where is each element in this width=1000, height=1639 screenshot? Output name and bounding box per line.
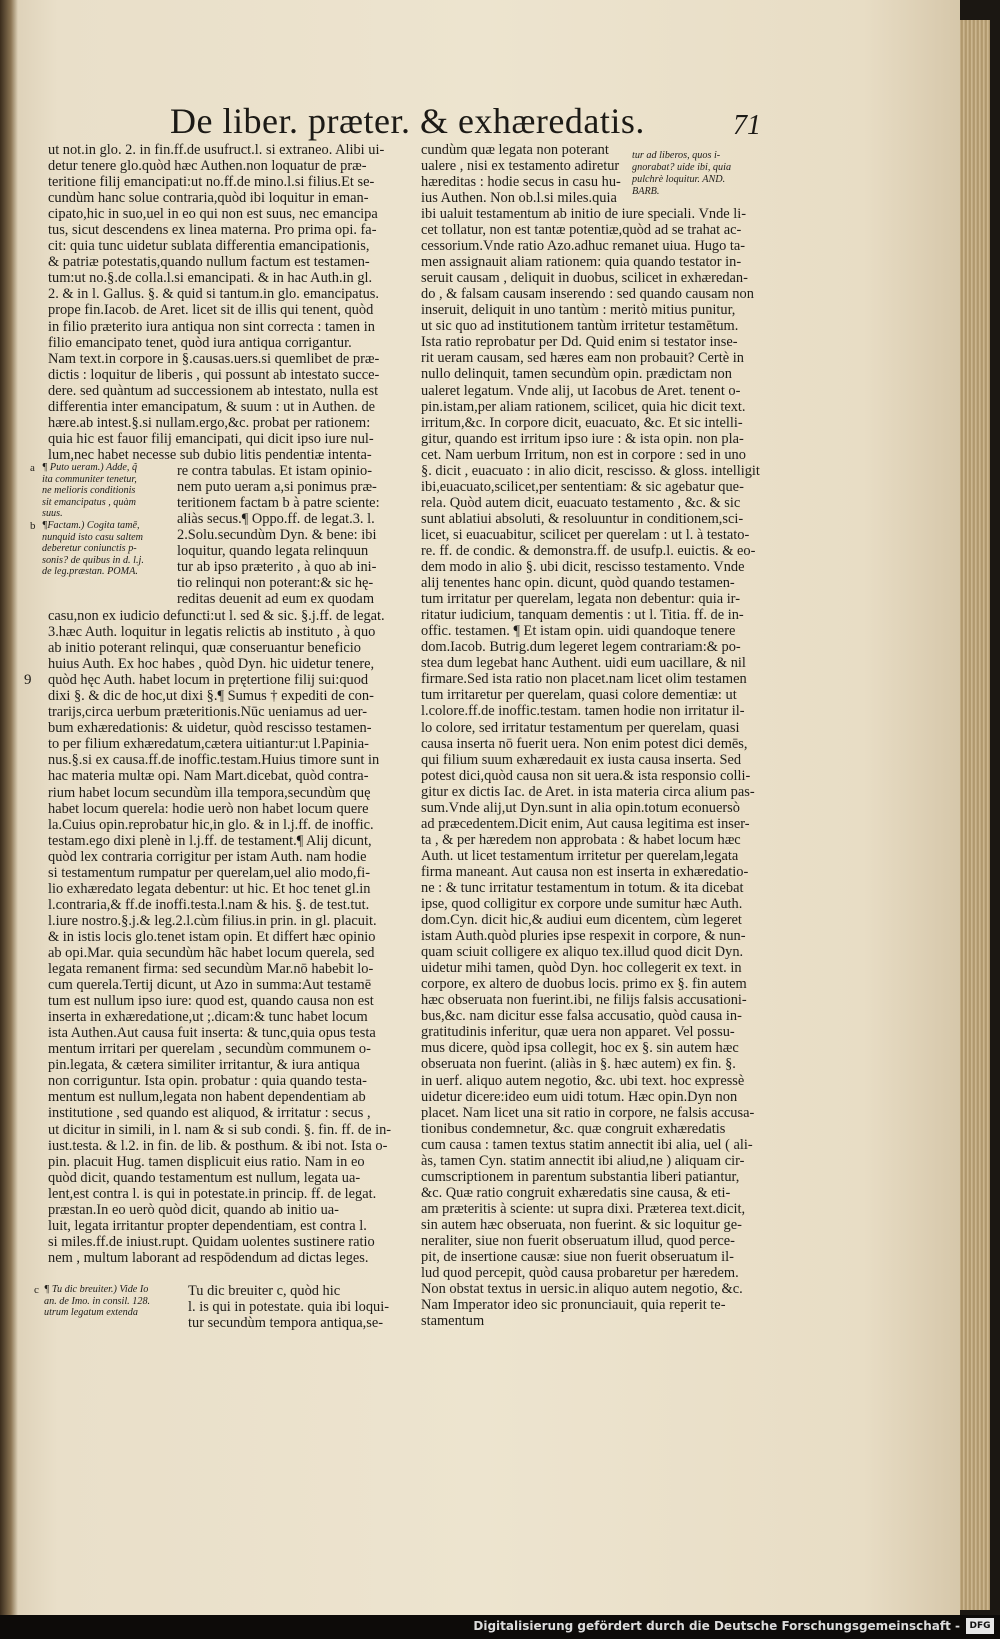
text-line: uidetur dicere:ideo eum uidi totum. Hæc opin.Dyn non (421, 1088, 738, 1105)
text-line: corpore, ex altero de duobus locis. primo ex §. fin autem (421, 976, 747, 993)
left-column-bottom (48, 608, 391, 1266)
note-mark-c: c (34, 1284, 39, 1296)
text-line: casu,non ex iudicio defuncti:ut l. sed & sic. §.j.ff. de legat. (48, 608, 385, 624)
gutter-shadow (0, 0, 18, 1615)
text-line: tum est nullum ipso iure: quod est, quando causa non est (48, 993, 374, 1010)
right-column (421, 206, 760, 1329)
text-line: tum irritatur per querelam, legata non debentur: quia ir- (421, 591, 740, 608)
text-line: reditas deuenit ad eum ex quodam (177, 591, 375, 608)
text-line: re. ff. de condic. & demonstra.ff. de usufp.l. euictis. & eo- (421, 542, 756, 559)
text-line: hæreditas : hodie secus in casu hu- (421, 174, 621, 191)
text-line: tur secundùm tempora antiqua,se- (188, 1315, 384, 1332)
text-line: testam.ego dixi plenè in l.j.ff. de testament.¶ Alij dicunt, (48, 832, 372, 849)
text-line: gitur, quando est irritum ipso iure : & ista opin. non pla- (421, 430, 744, 447)
text-line: causa inserta nō fuerit uera. Non enim potest dici demēs, (421, 735, 748, 752)
text-line: quòd lex contraria corrigitur per istam Auth. nam hodie (48, 848, 367, 865)
text-line: quòd hęc Auth. habet locum in prętertione filij sui:quod (48, 672, 369, 689)
text-line: §. dicit , euacuato : in alio dicit, rescisso. & gloss. intelligit (421, 462, 760, 479)
note-mark-a: a (30, 462, 35, 474)
note-line: BARB. (632, 186, 660, 197)
text-line: luit, legata irritantur propter dependentiam, est contra l. (48, 1217, 367, 1234)
text-line: cit: quia tunc uidetur sublata differentia emancipationis, (48, 238, 370, 255)
text-line: nem puto ueram a,si ponimus præ- (177, 479, 377, 496)
text-line: bum exhæredationis: & uidetur, quòd rescisso testamen- (48, 720, 372, 737)
note-line: ita communiter tenetur, (42, 473, 137, 485)
text-line: la.Cuius opin.reprobatur hic,in glo. & in l.j.ff. de inoffic. (48, 816, 374, 833)
text-line: ipse, quod colligitur ex corpore unde sumitur hæc Auth. (421, 896, 743, 913)
text-line: lud quod percepit, quòd causa probaretur per hæredem. (421, 1265, 739, 1282)
text-line: sum.Vnde alij,ut Dyn.sunt in alia opin.totum econuersò (421, 799, 740, 816)
text-line: iust.testa. & l.2. in fin. de lib. & posthum. & ibi not. Ista o- (48, 1137, 388, 1154)
text-line: ibi,euacuato,scilicet,per sententiam: & sic agebatur que- (421, 478, 744, 495)
text-line: ne : & tunc irritatur testamentum in totum. & ita dicebat (421, 879, 744, 896)
text-line: si testamentum rumpatur per querelam,uel alio modo,fi- (48, 864, 371, 881)
text-line: gratitudinis inferitur, quæ uera non apparet. Vel possu- (421, 1024, 735, 1041)
text-line: ualeret legatum. Vnde alij, ut Iacobus de Aret. tenent o- (421, 382, 741, 399)
note-line: sit emancipatus , quàm (42, 496, 136, 508)
text-line: licet, si euacuabitur, scilicet per querelam : ut l. à testato- (421, 526, 750, 543)
text-line: tur ab ipso præterito , à quo ab ini- (177, 559, 377, 576)
marginal-note-right (632, 150, 731, 198)
text-line: & patriæ potestatis,quando nullum factum est testamen- (48, 254, 370, 271)
text-line: & in istis locis glo.tenet istam opin. Et differt hæc opinio (48, 928, 376, 945)
text-line: tio relinqui non poterant:& sic hę- (177, 575, 374, 592)
text-line: 2. & in l. Gallus. §. & quid si tantum.in glo. emancipatus. (48, 286, 379, 303)
text-line: firmare.Sed ista ratio non placet.nam licet olim testamen (421, 671, 747, 688)
text-line: cundùm hanc solue contraria,quòd ibi loquitur in eman- (48, 190, 369, 207)
page-edges (960, 20, 990, 1610)
text-line: teritione filij emancipati:ut no.ff.de mino.l.si filius.Et se- (48, 174, 375, 191)
text-line: pit, de insertione causæ: siue non fuerit obseruatum il- (421, 1249, 734, 1266)
text-line: ius Authen. Non ob.l.si miles.quia (421, 190, 617, 207)
note-line: ¶ Tu dic breuiter.) Vide Io (44, 1284, 149, 1295)
text-line: rit ueram causam, sed hæres eam non probauit? Certè in (421, 350, 744, 367)
text-line: si miles.ff.de iniust.rupt. Quidam uolentes sustinere ratio (48, 1233, 375, 1250)
text-line: in filio præterito iura antiqua non sint correcta : tamen in (48, 318, 375, 335)
text-line: rela. Quòd autem dicit, euacuato testamento , &c. & sic (421, 494, 741, 511)
text-line: cum querela.Tertij dicunt, ut Azo in summa:Aut testamē (48, 977, 372, 994)
text-line: obseruata non fuerint. (aliàs in §. hæc autem) ex fin. §. (421, 1056, 736, 1073)
text-line: dictis : loquitur de liberis , qui possunt ab intestato succe- (48, 366, 380, 383)
text-line: sin autem hæc obseruata, non fuerint. & sic loquitur ge- (421, 1216, 742, 1233)
text-line: to per filium exhæredatum,cætera uitiantur:ut l.Papinia- (48, 736, 369, 753)
note-line: ne melioris conditionis (42, 485, 136, 497)
text-line: prope fin.Iacob. de Aret. licet sit de illis qui tenent, quòd (48, 302, 374, 319)
left-column-top (48, 142, 384, 463)
left-inset-bottom-text (188, 1283, 389, 1331)
text-line: firma maneant. Aut causa non est inserta in exhæredatio- (421, 863, 749, 880)
text-line: irritum,&c. In corpore dicit, euacuato, &c. Et sic intelli- (421, 414, 743, 431)
note-line: nunquid isto casu saltem (42, 531, 144, 543)
page-number: 71 (733, 110, 761, 141)
running-header: De liber. præter. & exhæredatis. (170, 101, 645, 141)
note-line: ¶ Puto ueram.) Adde, q̃ (42, 462, 138, 473)
text-line: dem modo in alio §. ubi dicit, rescisso testamento. Vnde (421, 559, 745, 576)
text-line: offic. testamen. ¶ Et istam opin. uidi quandoque tenere (421, 623, 736, 640)
text-line: seruit causam , deliquit in duobus, scilicet in exhæredan- (421, 270, 748, 287)
text-line: gitur ex dictis Iac. de Aret. in ista materia circa alium pas- (421, 783, 755, 800)
footer-bar (0, 1615, 1000, 1639)
text-line: am præteritis à sciente: ut supra dixi. Præterea text.dicit, (421, 1200, 746, 1217)
text-line: lum,nec habet necesse sub dubio litis pendentiæ intenta- (48, 446, 372, 463)
text-line: huius Auth. Ex hoc habes , quòd Dyn. hic uidetur tenere, (48, 656, 375, 673)
text-line: dere. sed quàntum ad successionem ab intestato, nulla est (48, 382, 379, 399)
note-line: deberetur coniunctis p- (42, 543, 137, 555)
text-line: cet tollatur, non est tantæ potentiæ,quòd ad se trahat ac- (421, 222, 742, 239)
text-line: do , & falsam causam inserendo : sed quando causam non (421, 286, 754, 303)
text-line: istam Auth.quòd pluries ipse respexit in corpore, & nun- (421, 928, 746, 945)
text-line: tum irritaretur per querelam, quasi colore dementiæ: ut (421, 687, 737, 704)
text-line: l. is qui in potestate. quia ibi loqui- (188, 1299, 390, 1316)
text-line: mus dicere, quòd ipsa collegit, hoc ex §. sin autem hæc (421, 1040, 739, 1057)
text-line: aliàs secus.¶ Oppo.ff. de legat.3. l. (177, 511, 375, 528)
text-line: Auth. ut licet testamentum irritetur per querelam,legata (421, 847, 739, 864)
right-column-top (421, 142, 621, 206)
text-line: lio exhæredato legata debentur: ut hic. Et hoc tenet gl.in (48, 880, 371, 897)
text-line: dom.Iacob. Butrig.dum legeret legem contrariam:& po- (421, 639, 741, 656)
text-line: Nam Imperator ideo sic pronunciauit, quia reperit te- (421, 1297, 726, 1314)
text-line: ut dicitur in simili, in l. nam & si sub condi. §. fin. ff. de in- (48, 1121, 392, 1138)
text-line: habet locum querela: hodie uerò non habet locum quere (48, 800, 369, 817)
text-line: cum causa : tamen textus statim annectit ibi alia, uel ( ali- (421, 1136, 753, 1153)
text-line: inseruit, deliquit in uno tantùm : meritò mitius punitur, (421, 302, 736, 319)
text-line: l.iure nostro.§.j.& leg.2.l.cùm filius.in prin. in gl. placuit. (48, 912, 377, 929)
text-line: ut not.in glo. 2. in fin.ff.de usufruct.l. si extraneo. Alibi ui- (48, 142, 385, 158)
text-line: 3.hæc Auth. loquitur in legatis relictis ab instituto , à quo (48, 624, 376, 641)
note-line: gnorabat? uide ibi, quia (632, 162, 732, 173)
text-line: rium habet locum secundùm illa tempora,secundùm quę (48, 784, 371, 801)
text-line: ibi ualuit testamentum ab initio de iure speciali. Vnde li- (421, 206, 747, 222)
text-line: teritionem factam b à patre sciente: (177, 495, 380, 512)
note-line: sonis? de quibus in d. l.j. (42, 554, 144, 566)
text-line: nem , multum laborant ad respōdendum ad dictas leges. (48, 1249, 369, 1266)
marginal-note-b (42, 520, 144, 578)
text-line: cet. Nam uerbum Irritum, non est in corpore : sed in uno (421, 446, 746, 463)
text-line: ualere , nisi ex testamento adiretur (421, 158, 620, 175)
marginal-note-a (42, 462, 137, 520)
text-line: placet. Nam licet una sit ratio in corpore, ne falsis accusa- (421, 1104, 755, 1121)
text-line: hæc obseruata non fuerint.ibi, ne filijs falsis accusationi- (421, 992, 747, 1009)
text-line: nus.§.si ex causa.ff.de inoffic.testam.Huius timore sunt in (48, 752, 380, 769)
note-line: an. de Imo. in consil. 128. (44, 1295, 151, 1307)
note-line: tur ad liberos, quos i- (632, 150, 721, 161)
text-line: trarijs,circa uerbum præteritionis.Nūc ueniamus ad uer- (48, 704, 367, 721)
text-line: filio emancipato tenet, quòd iura antiqua corrigantur. (48, 334, 352, 351)
text-line: Non obstat textus in uersic.in aliquo autem negotio, &c. (421, 1281, 743, 1298)
text-line: pin.istam,per aliam rationem, scilicet, quia hic dicit text. (421, 398, 746, 415)
text-line: mentum irritari per querelam , secundùm communem o- (48, 1041, 371, 1058)
text-line: quia hic est fauor filij emancipati, qui dicit ipso iure nul- (48, 430, 374, 447)
text-line: ut sic quo ad institutionem tantùm irritetur testamētum. (421, 318, 739, 335)
text-line: hære.ab intest.§.si nullam.ergo,&c. probat per rationem: (48, 414, 371, 431)
text-line: stamentum (421, 1313, 485, 1330)
text-line: 2.Solu.secundùm Dyn. & bene: ibi (177, 527, 377, 544)
text-line: inserta in exhæredatione,ut ;.dicam:& tunc habet locum (48, 1009, 368, 1026)
text-line: neraliter, siue non fuerit obseruatum illud, quod perce- (421, 1233, 735, 1249)
text-line: às, tamen Cyn. statim annectit ibi aliud,ne ) aliquam cir- (421, 1152, 745, 1169)
text-line: Ista ratio reprobatur per Dd. Quid enim si testator inse- (421, 334, 738, 351)
text-line: non corriguntur. Ista opin. probatur : quia quando testa- (48, 1073, 367, 1090)
text-line: l.contraria,& ff.de inoffi.testa.l.nam & his. §. de test.tut. (48, 896, 370, 913)
text-line: tum:ut no.§.de colla.l.si emancipati. & in hac Auth.in gl. (48, 270, 373, 287)
text-line: nullo delinquit, tamen secundùm opin. prædictam non (421, 366, 732, 383)
text-line: uidetur mihi tamen, quòd Dyn. hoc collegerit ex text. in (421, 960, 742, 977)
text-line: ab opi.Mar. quia secundùm hãc habet locum querela, sed (48, 944, 375, 961)
text-line: dom.Cyn. dicit hic,& audiui eum dicentem, cùm legeret (421, 912, 742, 929)
marginal-note-c (44, 1284, 150, 1319)
text-line: detur tenere glo.quòd hæc Authen.non loquatur de præ- (48, 158, 367, 175)
text-line: in uerf. aliquo autem negotio, &c. ubi text. hoc expressè (421, 1072, 745, 1089)
text-line: sunt ablatiui absoluti, & resoluuntur in conditionem,sci- (421, 510, 744, 527)
text-line: l.colore.ff.de inoffic.testam. tamen hodie non irritatur il- (421, 703, 745, 720)
text-line: potest dici,quòd causa non sit uera.& ista responsio colli- (421, 767, 751, 784)
text-line: ad præcedentem.Dicit enim, Aut causa legitima est inser- (421, 815, 750, 832)
text-line: cumscriptionem in parentum substantia liberi patiantur, (421, 1168, 740, 1185)
text-line: quòd dicit, quando testamentum est nullum, legata ua- (48, 1169, 361, 1186)
text-line: cessorium.Vnde ratio Azo.adhuc remanet uiua. Hugo ta- (421, 238, 746, 255)
text-line: pin.legata, & cætera similiter irritantur, & iura antiqua (48, 1057, 360, 1074)
text-line: ab initio poterant relinqui, quæ conseruantur beneficio (48, 640, 361, 657)
funding-notice: Digitalisierung gefördert durch die Deutsche Forschungsgemeinschaft - (473, 1619, 960, 1633)
text-line: legata remanent firma: sed secundùm Mar.nō habebit lo- (48, 961, 374, 978)
text-line: Tu dic breuiter c, quòd hic (188, 1283, 341, 1299)
text-line: tionibus condemnetur, &c. quæ congruit exhæredatis (421, 1120, 726, 1137)
text-line: cundùm quæ legata non poterant (421, 142, 609, 158)
text-line: dixi §. & dic de hoc,ut dixi §.¶ Sumus † expediti de con- (48, 688, 374, 705)
text-line: quam sciuit colligere ex aliquo tex.illud quod dicit Dyn. (421, 944, 744, 961)
text-line: differentia inter emancipatum, & suum : ut in Authen. de (48, 398, 376, 415)
text-line: qui filium suum exhæredauit ex iusta causa inserta. Sed (421, 751, 742, 768)
text-line: ritatur iudicium, tanquam dementis : ut l. Titia. ff. de in- (421, 607, 744, 624)
left-inset-text (177, 463, 380, 607)
note-mark-b: b (30, 520, 36, 532)
line-mark-9: 9 (24, 672, 32, 688)
text-line: institutione , sed quando est aliquod, & irritatur : secus , (48, 1105, 371, 1122)
note-line: pulchrè loquitur. AND. (632, 174, 726, 185)
text-line: Nam text.in corpore in §.causas.uers.si quemlibet de præ- (48, 350, 380, 367)
text-line: re contra tabulas. Et istam opinio- (177, 463, 373, 479)
text-line: stea dum legebat hanc Authent. uidi eum uacillare, & nil (421, 655, 746, 672)
text-line: men assignauit aliam rationem: quia quando testator in- (421, 254, 742, 271)
note-line: utrum legatum extenda (44, 1307, 138, 1319)
text-line: lent,est contra l. is qui in potestate.in princip. ff. de legat. (48, 1185, 377, 1202)
note-line: de leg.præstan. POMA. (42, 566, 138, 578)
text-line: alij tenentes hanc opin. dicunt, quòd quando testamen- (421, 575, 735, 592)
text-line: hac materia multæ opi. Nam Mart.dicebat, quòd contra- (48, 768, 369, 785)
text-line: cipato,hic in suo,uel in eo qui non est suus, nec emancipa (48, 206, 378, 223)
text-line: loquitur, quando legata relinquun (177, 543, 369, 560)
text-line: ista Authen.Aut causa fuit inserta: & tunc,quia opus testa (48, 1025, 376, 1042)
text-line: lo colore, sed irritatur testamentum per querelam, quasi (421, 719, 740, 736)
text-line: mentum est nullum,legata non habent dependentiam ab (48, 1089, 366, 1106)
text-line: tus, sicut descendens ex linea materna. Pro prima opi. fa- (48, 222, 377, 239)
dfg-logo: DFG (966, 1618, 994, 1634)
text-line: præstan.In eo uerò quòd dicit, quando ab initio ua- (48, 1201, 339, 1218)
note-line: suus. (42, 508, 63, 520)
text-line: bus,&c. nam dicitur esse falsa accusatio, quòd causa in- (421, 1008, 742, 1025)
text-line: ta , & per hæredem non approbata : & habet locum hæc (421, 831, 741, 848)
text-line: &c. Quæ ratio congruit exhæredatis sine causa, & eti- (421, 1184, 731, 1201)
text-line: pin. placuit Hug. tamen displicuit eius ratio. Nam in eo (48, 1153, 365, 1170)
note-line: ¶Factam.) Cogita tamē, (42, 520, 140, 531)
